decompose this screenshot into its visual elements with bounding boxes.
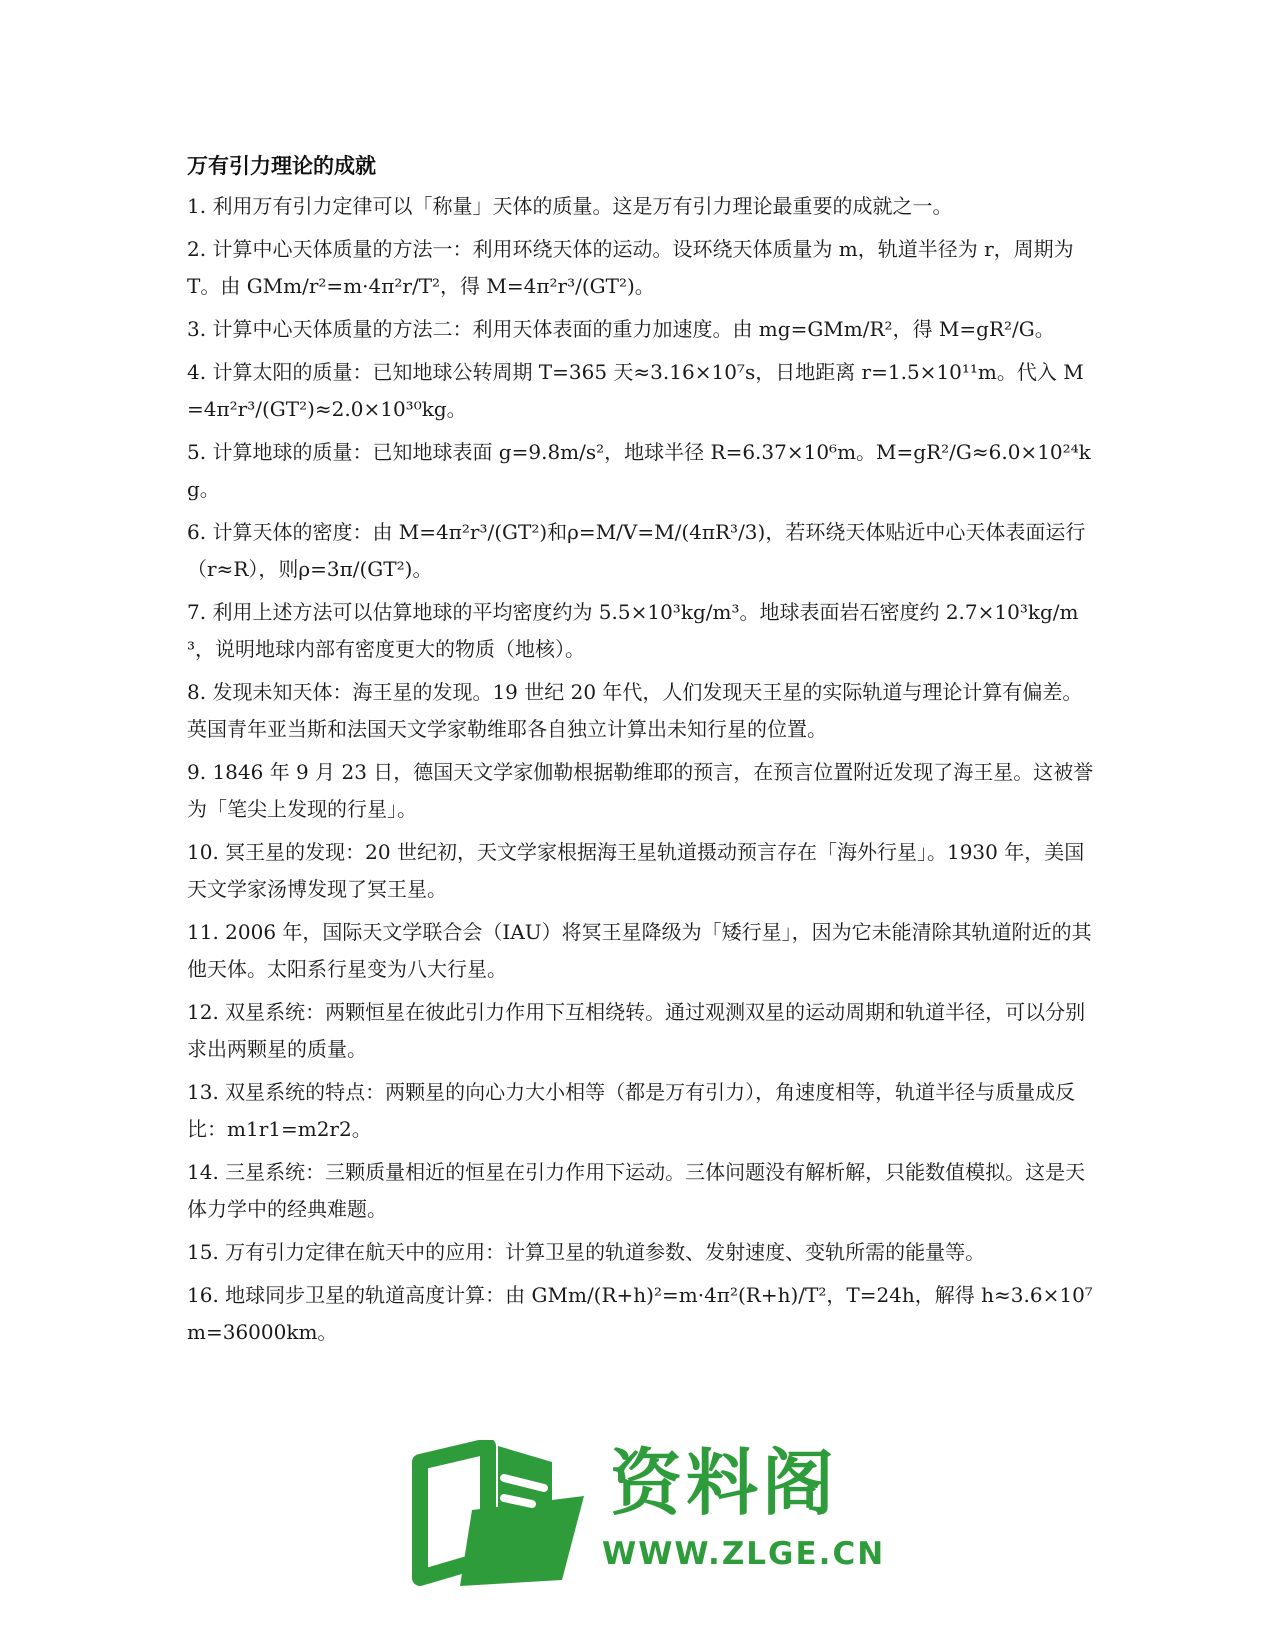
watermark-name: 资料阁 (610, 1441, 839, 1525)
list-item: 3. 计算中心天体质量的方法二：利用天体表面的重力加速度。由 mg=GMm/R²，得 M=gR²/G。 (187, 317, 1055, 341)
list-item: 9. 1846 年 9 月 23 日，德国天文学家伽勒根据勒维耶的预言，在预言位置附近发现了海王星。这被誉为「笔尖上发现的行星」。 (187, 760, 1094, 821)
list-item: 7. 利用上述方法可以估算地球的平均密度约为 5.5×10³kg/m³。地球表面岩石密度约 2.7×10³kg/m³，说明地球内部有密度更大的物质（地核）。 (187, 600, 1079, 661)
list-item: 5. 计算地球的质量：已知地球表面 g=9.8m/s²，地球半径 R=6.37×10⁶m。M=gR²/G≈6.0×10²⁴kg。 (187, 440, 1091, 501)
list-item: 14. 三星系统：三颗质量相近的恒星在引力作用下运动。三体问题没有解析解，只能数值模拟。这是天体力学中的经典难题。 (187, 1160, 1086, 1221)
list-item: 4. 计算太阳的质量：已知地球公转周期 T=365 天≈3.16×10⁷s，日地距离 r=1.5×10¹¹m。代入 M=4π²r³/(GT²)≈2.0×10³⁰kg。 (187, 360, 1084, 421)
list-item: 10. 冥王星的发现：20 世纪初，天文学家根据海王星轨道摄动预言存在「海外行星」。1930 年，美国天文学家汤博发现了冥王星。 (187, 840, 1085, 901)
list-item: 2. 计算中心天体质量的方法一：利用环绕天体的运动。设环绕天体质量为 m，轨道半径为 r，周期为 T。由 GMm/r²=m·4π²r/T²，得 M=4π²r³/(GT²)。 (187, 237, 1074, 298)
open-book-icon (402, 1440, 592, 1590)
watermark-url: WWW.ZLGE.CN (602, 1536, 886, 1572)
list-item: 8. 发现未知天体：海王星的发现。19 世纪 20 年代，人们发现天王星的实际轨道与理论计算有偏差。英国青年亚当斯和法国天文学家勒维耶各自独立计算出未知行星的位置。 (187, 680, 1083, 741)
document-title: 万有引力理论的成就 (187, 154, 376, 178)
list-item: 16. 地球同步卫星的轨道高度计算：由 GMm/(R+h)²=m·4π²(R+h)/T²，T=24h，解得 h≈3.6×10⁷m=36000km。 (187, 1283, 1093, 1344)
list-item: 12. 双星系统：两颗恒星在彼此引力作用下互相绕转。通过观测双星的运动周期和轨道半径，可以分别求出两颗星的质量。 (187, 1000, 1086, 1061)
document-body (187, 150, 1097, 1357)
list-item: 6. 计算天体的密度：由 M=4π²r³/(GT²)和ρ=M/V=M/(4πR³/3)，若环绕天体贴近中心天体表面运行（r≈R），则ρ=3π/(GT²)。 (187, 520, 1086, 581)
list-item: 1. 利用万有引力定律可以「称量」天体的质量。这是万有引力理论最重要的成就之一。 (187, 194, 953, 218)
list-item: 15. 万有引力定律在航天中的应用：计算卫星的轨道参数、发射速度、变轨所需的能量等。 (187, 1240, 986, 1264)
list-item: 13. 双星系统的特点：两颗星的向心力大小相等（都是万有引力），角速度相等，轨道半径与质量成反比：m1r1=m2r2。 (187, 1080, 1076, 1141)
list-item: 11. 2006 年，国际天文学联合会（IAU）将冥王星降级为「矮行星」，因为它未能清除其轨道附近的其他天体。太阳系行星变为八大行星。 (187, 920, 1092, 981)
watermark-logo (402, 1440, 886, 1590)
